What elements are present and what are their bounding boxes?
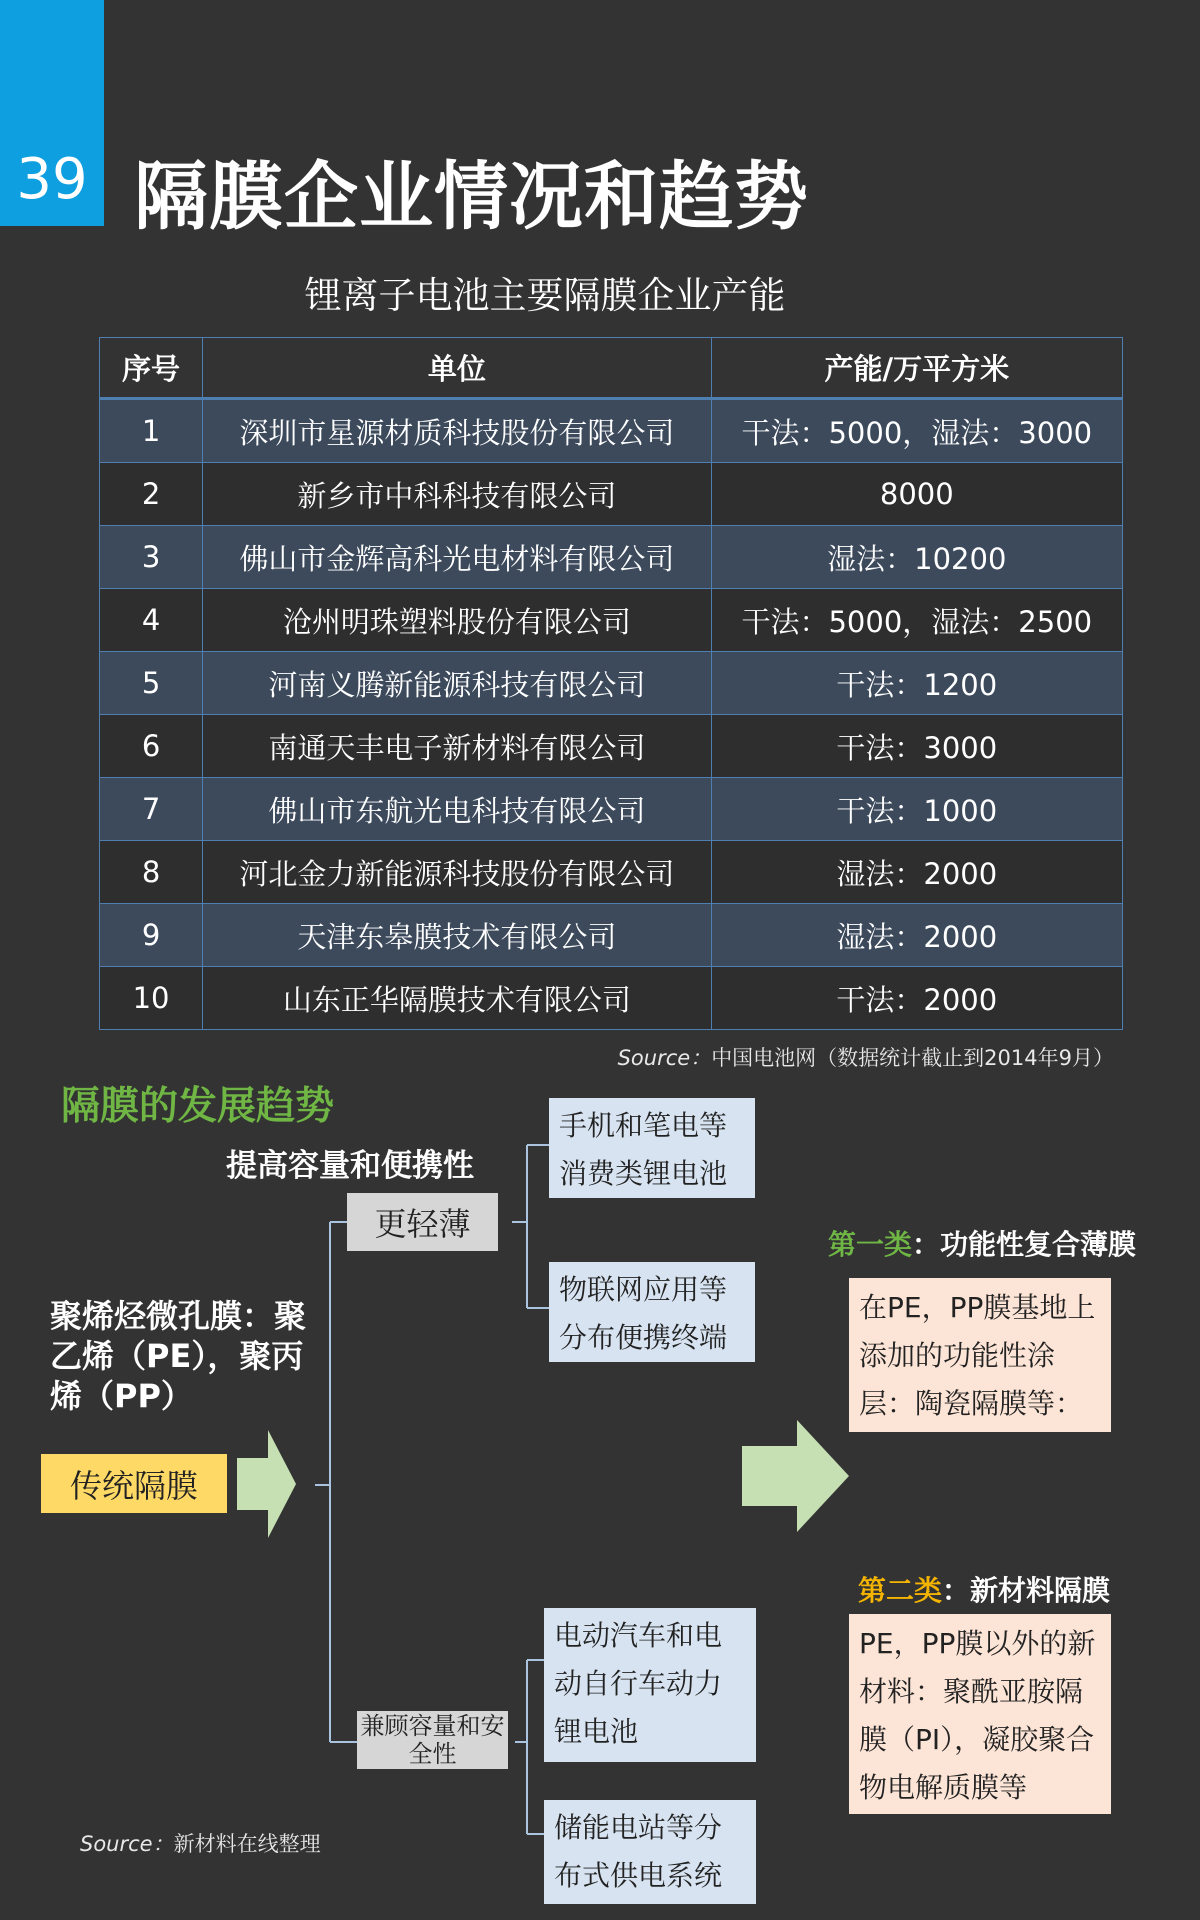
- cell-index: 1: [100, 399, 203, 463]
- cell-company: 深圳市星源材质科技股份有限公司: [203, 399, 711, 463]
- trend-subtitle: 提高容量和便携性: [226, 1148, 474, 1184]
- trend-source-text: 新材料在线整理: [173, 1832, 321, 1856]
- cell-company: 新乡市中科科技有限公司: [203, 463, 711, 526]
- header-capacity: 产能/万平方米: [711, 338, 1122, 399]
- category-two-suffix: ：新材料隔膜: [942, 1574, 1111, 1607]
- cell-index: 8: [100, 841, 203, 904]
- lighter-branch-box: 更轻薄: [347, 1193, 498, 1251]
- header-index: 序号: [100, 338, 203, 399]
- trend-title: 隔膜的发展趋势: [61, 1084, 335, 1129]
- table-title: 锂离子电池主要隔膜企业产能: [304, 274, 786, 317]
- ev-battery-box: 电动汽车和电动自行车动力锂电池: [544, 1608, 756, 1762]
- page-number: 39: [16, 147, 88, 212]
- trend-source: [80, 1828, 321, 1858]
- category-one-title: [828, 1223, 1136, 1263]
- category-two-title: [858, 1569, 1110, 1609]
- category-two-prefix: 第二类: [858, 1574, 943, 1607]
- lighter-bracket: [512, 1145, 549, 1308]
- cell-company: 天津东皋膜技术有限公司: [203, 904, 711, 967]
- traditional-separator-box: 传统隔膜: [41, 1454, 227, 1513]
- cell-company: 山东正华隔膜技术有限公司: [203, 967, 711, 1030]
- cell-capacity: 干法：3000: [711, 715, 1122, 778]
- category-two-description: PE，PP膜以外的新材料：聚酰亚胺隔膜（PI），凝胶聚合物电解质膜等: [849, 1614, 1111, 1814]
- category-one-suffix: ：功能性复合薄膜: [912, 1228, 1137, 1261]
- table-source-text: 中国电池网（数据统计截止到2014年9月）: [711, 1046, 1114, 1070]
- cell-company: 河南义腾新能源科技有限公司: [203, 652, 711, 715]
- trend-source-label: Source：: [80, 1832, 174, 1856]
- cell-index: 5: [100, 652, 203, 715]
- cell-company: 河北金力新能源科技股份有限公司: [203, 841, 711, 904]
- cell-capacity: 湿法：10200: [711, 526, 1122, 589]
- cell-capacity: 湿法：2000: [711, 904, 1122, 967]
- cell-index: 9: [100, 904, 203, 967]
- arrow-right-icon: [237, 1430, 296, 1538]
- arrow-right-large-icon: [742, 1420, 849, 1532]
- iot-terminal-box: 物联网应用等分布便携终端: [549, 1262, 755, 1362]
- cell-capacity: 干法：5000，湿法：2500: [711, 589, 1122, 652]
- cell-capacity: 干法：1200: [711, 652, 1122, 715]
- cell-capacity: 干法：1000: [711, 778, 1122, 841]
- cell-index: 7: [100, 778, 203, 841]
- page-title: 隔膜企业情况和趋势: [134, 154, 809, 240]
- cell-company: 南通天丰电子新材料有限公司: [203, 715, 711, 778]
- category-one-description: 在PE，PP膜基地上添加的功能性涂层：陶瓷隔膜等：: [849, 1278, 1111, 1432]
- traditional-description: 聚烯烃微孔膜：聚乙烯（PE），聚丙烯（PP）: [50, 1297, 307, 1415]
- cell-capacity: 干法：5000，湿法：3000: [711, 399, 1122, 463]
- cell-capacity: 干法：2000: [711, 967, 1122, 1030]
- safety-branch-box: 兼顾容量和安全性: [357, 1711, 508, 1769]
- cell-index: 6: [100, 715, 203, 778]
- cell-company: 沧州明珠塑料股份有限公司: [203, 589, 711, 652]
- cell-company: 佛山市东航光电科技有限公司: [203, 778, 711, 841]
- cell-index: 4: [100, 589, 203, 652]
- table-source-label: Source：: [617, 1046, 712, 1070]
- energy-storage-box: 储能电站等分布式供电系统: [544, 1800, 756, 1904]
- header-company: 单位: [203, 338, 711, 399]
- cell-index: 10: [100, 967, 203, 1030]
- cell-company: 佛山市金辉高科光电材料有限公司: [203, 526, 711, 589]
- cell-index: 3: [100, 526, 203, 589]
- category-one-prefix: 第一类: [828, 1228, 913, 1261]
- cell-index: 2: [100, 463, 203, 526]
- safety-bracket: [515, 1660, 544, 1834]
- cell-capacity: 8000: [711, 463, 1122, 526]
- cell-capacity: 湿法：2000: [711, 841, 1122, 904]
- consumer-battery-box: 手机和笔电等消费类锂电池: [549, 1098, 755, 1198]
